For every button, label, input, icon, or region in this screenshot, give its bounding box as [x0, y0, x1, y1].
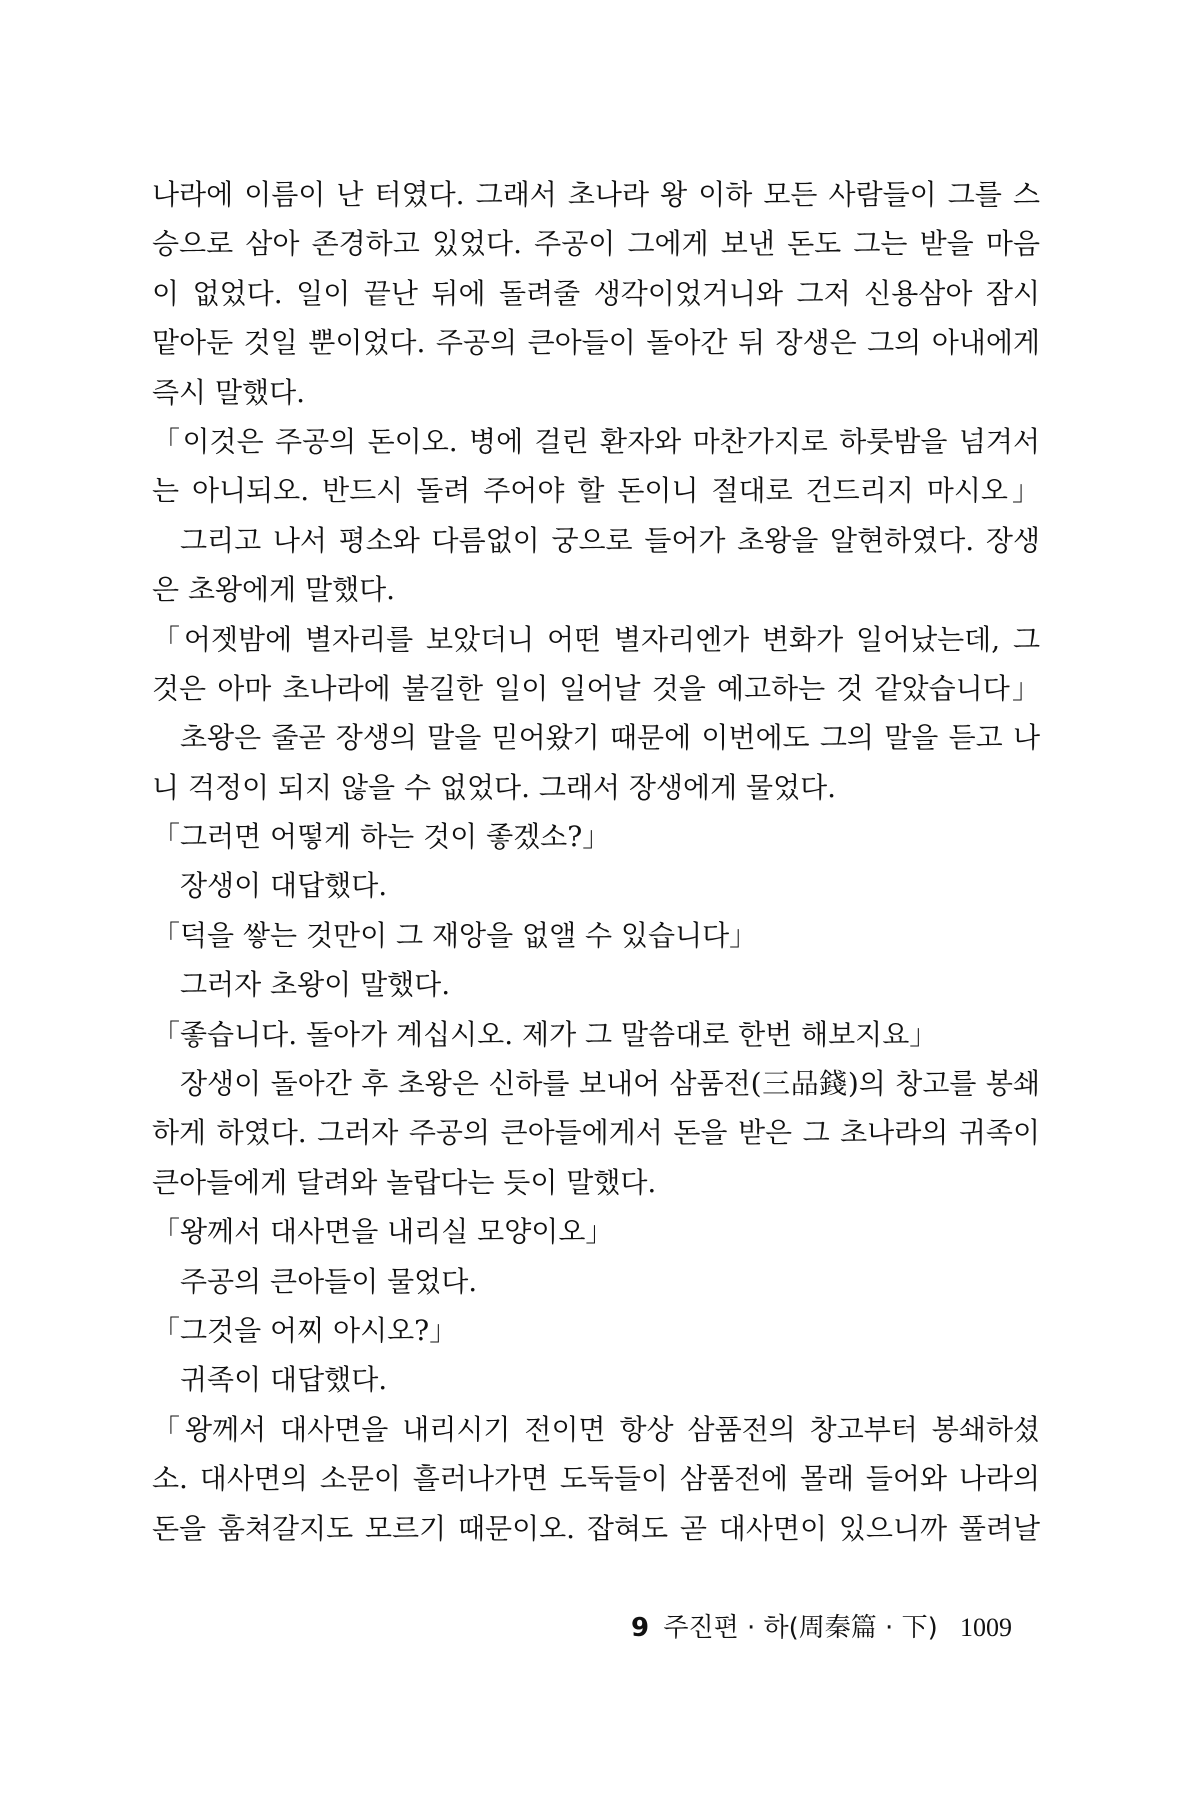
dialogue-line: 「덕을 쌓는 것만이 그 재앙을 없앨 수 있습니다」 — [152, 918, 758, 952]
paragraph-start-line: 그러자 초왕이 말했다. — [180, 968, 451, 1002]
chapter-title: 주진편 · 하(周秦篇 · 下) — [663, 1613, 938, 1643]
text-line: 즉시 말했다. — [152, 375, 306, 409]
paragraph-start-line: 장생이 대답했다. — [180, 869, 388, 903]
dialogue-line: 「어젯밤에 별자리를 보았더니 어떤 별자리엔가 변화가 일어났는데, 그 — [152, 622, 1040, 656]
paragraph-start-line: 초왕은 줄곧 장생의 말을 믿어왔기 때문에 이번에도 그의 말을 듣고 나 — [180, 721, 1040, 755]
dialogue-line: 「좋습니다. 돌아가 계십시오. 제가 그 말씀대로 한번 해보지요」 — [152, 1017, 938, 1051]
dialogue-line: 「왕께서 대사면을 내리실 모양이오」 — [152, 1215, 614, 1249]
chapter-number: 9 — [631, 1613, 650, 1643]
paragraph-start-line: 장생이 돌아간 후 초왕은 신하를 보내어 삼품전(三品錢)의 창고를 봉쇄 — [180, 1067, 1040, 1101]
text-line: 돈을 훔쳐갈지도 모르기 때문이오. 잡혀도 곧 대사면이 있으니까 풀려날 — [152, 1511, 1040, 1545]
body-text — [152, 170, 1040, 1553]
paragraph-start-line: 그리고 나서 평소와 다름없이 궁으로 들어가 초왕을 알현하였다. 장생 — [180, 523, 1040, 557]
text-line: 나라에 이름이 난 터였다. 그래서 초나라 왕 이하 모든 사람들이 그를 스 — [152, 178, 1040, 211]
page-number: 1009 — [960, 1613, 1012, 1642]
text-line: 니 걱정이 되지 않을 수 없었다. 그래서 장생에게 물었다. — [152, 770, 837, 804]
dialogue-line: 「이것은 주공의 돈이오. 병에 걸린 환자와 마찬가지로 하룻밤을 넘겨서 — [152, 424, 1040, 458]
text-line: 것은 아마 초나라에 불길한 일이 일어날 것을 예고하는 것 같았습니다」 — [152, 671, 1040, 705]
text-line: 소. 대사면의 소문이 흘러나가면 도둑들이 삼품전에 몰래 들어와 나라의 — [152, 1462, 1040, 1496]
text-line: 는 아니되오. 반드시 돌려 주어야 할 돈이니 절대로 건드리지 마시오」 — [152, 474, 1040, 508]
dialogue-line: 「그것을 어찌 아시오?」 — [152, 1313, 458, 1347]
paragraph-start-line: 귀족이 대답했다. — [180, 1363, 388, 1397]
text-line: 승으로 삼아 존경하고 있었다. 주공이 그에게 보낸 돈도 그는 받을 마음 — [152, 227, 1040, 261]
text-line: 하게 하였다. 그러자 주공의 큰아들에게서 돈을 받은 그 초나라의 귀족이 — [152, 1116, 1040, 1150]
text-line: 이 없었다. 일이 끝난 뒤에 돌려줄 생각이었거니와 그저 신용삼아 잠시 — [152, 276, 1040, 310]
text-line: 은 초왕에게 말했다. — [152, 573, 396, 607]
dialogue-line: 「왕께서 대사면을 내리시기 전이면 항상 삼품전의 창고부터 봉쇄하셨 — [152, 1412, 1040, 1446]
paragraph-start-line: 주공의 큰아들이 물었다. — [180, 1264, 478, 1298]
text-line: 큰아들에게 달려와 놀랍다는 듯이 말했다. — [152, 1165, 657, 1199]
text-line: 맡아둔 것일 뿐이었다. 주공의 큰아들이 돌아간 뒤 장생은 그의 아내에게 — [152, 326, 1040, 360]
page-footer — [152, 1608, 1012, 1648]
dialogue-line: 「그러면 어떻게 하는 것이 좋겠소?」 — [152, 820, 611, 854]
